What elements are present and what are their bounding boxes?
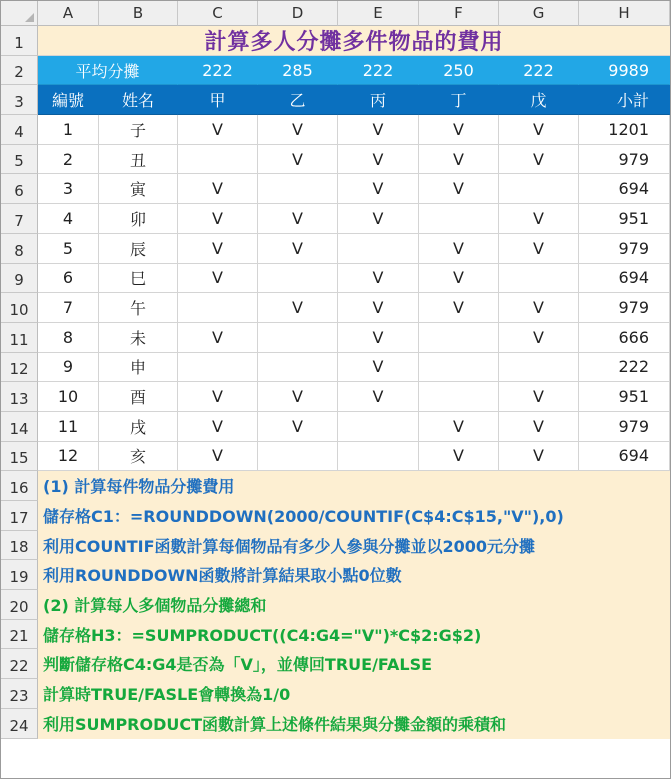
note-cell[interactable]: 利用COUNTIF函數計算每個物品有多少人參與分攤並以2000元分攤 xyxy=(38,531,670,561)
row-header-12[interactable]: 12 xyxy=(1,353,38,383)
row-header-22[interactable]: 22 xyxy=(1,649,38,679)
header-cell[interactable]: 小計 xyxy=(579,85,670,115)
mark-cell[interactable] xyxy=(419,204,499,234)
id-cell[interactable]: 11 xyxy=(38,412,99,442)
mark-cell[interactable] xyxy=(419,323,499,353)
subtotal-cell[interactable]: 222 xyxy=(579,353,670,383)
mark-cell[interactable]: V xyxy=(178,323,258,353)
row-header-21[interactable]: 21 xyxy=(1,620,38,650)
mark-cell[interactable]: V xyxy=(178,264,258,294)
mark-cell[interactable]: V xyxy=(338,323,419,353)
name-cell[interactable]: 申 xyxy=(99,353,178,383)
mark-cell[interactable]: V xyxy=(258,115,338,145)
mark-cell[interactable]: V xyxy=(258,145,338,175)
header-cell[interactable]: 丁 xyxy=(419,85,499,115)
id-cell[interactable]: 1 xyxy=(38,115,99,145)
mark-cell[interactable]: V xyxy=(499,115,579,145)
note-cell[interactable]: 儲存格H3：=SUMPRODUCT((C4:G4="V")*C$2:G$2) xyxy=(38,620,670,650)
row-header-19[interactable]: 19 xyxy=(1,560,38,590)
subtotal-cell[interactable]: 694 xyxy=(579,264,670,294)
mark-cell[interactable]: V xyxy=(499,323,579,353)
name-cell[interactable]: 酉 xyxy=(99,382,178,412)
row-header-2[interactable]: 2 xyxy=(1,56,38,86)
name-cell[interactable]: 未 xyxy=(99,323,178,353)
mark-cell[interactable] xyxy=(258,442,338,472)
note-cell[interactable]: (2) 計算每人多個物品分攤總和 xyxy=(38,590,670,620)
name-cell[interactable]: 亥 xyxy=(99,442,178,472)
mark-cell[interactable]: V xyxy=(258,412,338,442)
subtotal-cell[interactable]: 979 xyxy=(579,234,670,264)
id-cell[interactable]: 7 xyxy=(38,293,99,323)
note-cell[interactable]: (1) 計算每件物品分攤費用 xyxy=(38,471,670,501)
mark-cell[interactable] xyxy=(499,353,579,383)
mark-cell[interactable] xyxy=(499,174,579,204)
column-header-e[interactable]: E xyxy=(338,1,419,26)
mark-cell[interactable]: V xyxy=(419,115,499,145)
name-cell[interactable]: 巳 xyxy=(99,264,178,294)
subtotal-cell[interactable]: 979 xyxy=(579,145,670,175)
mark-cell[interactable]: V xyxy=(419,412,499,442)
mark-cell[interactable]: V xyxy=(258,204,338,234)
id-cell[interactable]: 10 xyxy=(38,382,99,412)
mark-cell[interactable]: V xyxy=(338,293,419,323)
subtotal-cell[interactable]: 694 xyxy=(579,174,670,204)
mark-cell[interactable] xyxy=(258,323,338,353)
mark-cell[interactable] xyxy=(419,353,499,383)
subtotal-cell[interactable]: 951 xyxy=(579,382,670,412)
mark-cell[interactable]: V xyxy=(499,382,579,412)
mark-cell[interactable]: V xyxy=(178,234,258,264)
mark-cell[interactable]: V xyxy=(419,145,499,175)
row-header-16[interactable]: 16 xyxy=(1,471,38,501)
select-all-corner[interactable] xyxy=(1,1,38,26)
mark-cell[interactable] xyxy=(338,442,419,472)
row-header-17[interactable]: 17 xyxy=(1,501,38,531)
mark-cell[interactable]: V xyxy=(419,264,499,294)
mark-cell[interactable]: V xyxy=(499,293,579,323)
mark-cell[interactable]: V xyxy=(338,353,419,383)
id-cell[interactable]: 2 xyxy=(38,145,99,175)
header-cell[interactable]: 丙 xyxy=(338,85,419,115)
row-header-18[interactable]: 18 xyxy=(1,531,38,561)
row-header-11[interactable]: 11 xyxy=(1,323,38,353)
mark-cell[interactable]: V xyxy=(178,382,258,412)
name-cell[interactable]: 卯 xyxy=(99,204,178,234)
name-cell[interactable]: 寅 xyxy=(99,174,178,204)
row-header-20[interactable]: 20 xyxy=(1,590,38,620)
average-value-cell[interactable]: 285 xyxy=(258,56,338,86)
header-cell[interactable]: 戊 xyxy=(499,85,579,115)
column-header-a[interactable]: A xyxy=(38,1,99,26)
subtotal-cell[interactable]: 694 xyxy=(579,442,670,472)
mark-cell[interactable] xyxy=(338,234,419,264)
row-header-15[interactable]: 15 xyxy=(1,442,38,472)
column-header-g[interactable]: G xyxy=(499,1,579,26)
spreadsheet-grid xyxy=(1,1,670,739)
mark-cell[interactable]: V xyxy=(178,174,258,204)
column-header-c[interactable]: C xyxy=(178,1,258,26)
id-cell[interactable]: 8 xyxy=(38,323,99,353)
mark-cell[interactable]: V xyxy=(258,382,338,412)
mark-cell[interactable] xyxy=(419,382,499,412)
name-cell[interactable]: 午 xyxy=(99,293,178,323)
average-value-cell[interactable]: 222 xyxy=(338,56,419,86)
mark-cell[interactable] xyxy=(338,412,419,442)
mark-cell[interactable] xyxy=(178,353,258,383)
id-cell[interactable]: 6 xyxy=(38,264,99,294)
mark-cell[interactable]: V xyxy=(258,234,338,264)
row-header-6[interactable]: 6 xyxy=(1,174,38,204)
column-header-f[interactable]: F xyxy=(419,1,499,26)
average-value-cell[interactable]: 250 xyxy=(419,56,499,86)
mark-cell[interactable]: V xyxy=(419,234,499,264)
name-cell[interactable]: 子 xyxy=(99,115,178,145)
row-header-10[interactable]: 10 xyxy=(1,293,38,323)
column-header-b[interactable]: B xyxy=(99,1,178,26)
mark-cell[interactable] xyxy=(178,293,258,323)
note-cell[interactable]: 判斷儲存格C4:G4是否為「V」，並傳回TRUE/FALSE xyxy=(38,649,670,679)
mark-cell[interactable]: V xyxy=(419,174,499,204)
note-cell[interactable]: 利用SUMPRODUCT函數計算上述條件結果與分攤金額的乘積和 xyxy=(38,709,670,739)
mark-cell[interactable] xyxy=(258,174,338,204)
row-header-23[interactable]: 23 xyxy=(1,679,38,709)
mark-cell[interactable]: V xyxy=(338,115,419,145)
row-header-7[interactable]: 7 xyxy=(1,204,38,234)
mark-cell[interactable]: V xyxy=(499,412,579,442)
header-cell[interactable]: 編號 xyxy=(38,85,99,115)
mark-cell[interactable]: V xyxy=(338,174,419,204)
row-header-5[interactable]: 5 xyxy=(1,145,38,175)
note-cell[interactable]: 計算時TRUE/FASLE會轉換為1/0 xyxy=(38,679,670,709)
header-cell[interactable]: 甲 xyxy=(178,85,258,115)
mark-cell[interactable]: V xyxy=(258,293,338,323)
mark-cell[interactable] xyxy=(258,353,338,383)
mark-cell[interactable]: V xyxy=(338,264,419,294)
mark-cell[interactable]: V xyxy=(178,204,258,234)
mark-cell[interactable]: V xyxy=(499,442,579,472)
header-cell[interactable]: 乙 xyxy=(258,85,338,115)
mark-cell[interactable]: V xyxy=(499,145,579,175)
row-header-4[interactable]: 4 xyxy=(1,115,38,145)
subtotal-cell[interactable]: 951 xyxy=(579,204,670,234)
sheet-title[interactable]: 計算多人分攤多件物品的費用 xyxy=(38,26,670,56)
name-cell[interactable]: 丑 xyxy=(99,145,178,175)
average-value-cell[interactable]: 222 xyxy=(178,56,258,86)
mark-cell[interactable] xyxy=(178,145,258,175)
subtotal-cell[interactable]: 979 xyxy=(579,293,670,323)
mark-cell[interactable]: V xyxy=(178,442,258,472)
id-cell[interactable]: 12 xyxy=(38,442,99,472)
mark-cell[interactable]: V xyxy=(499,204,579,234)
mark-cell[interactable]: V xyxy=(338,145,419,175)
column-header-d[interactable]: D xyxy=(258,1,338,26)
id-cell[interactable]: 4 xyxy=(38,204,99,234)
average-value-cell[interactable]: 222 xyxy=(499,56,579,86)
row-header-14[interactable]: 14 xyxy=(1,412,38,442)
mark-cell[interactable]: V xyxy=(178,412,258,442)
note-cell[interactable]: 利用ROUNDDOWN函數將計算結果取小點0位數 xyxy=(38,560,670,590)
id-cell[interactable]: 3 xyxy=(38,174,99,204)
average-value-cell[interactable]: 9989 xyxy=(579,56,670,86)
row-header-1[interactable]: 1 xyxy=(1,26,38,56)
mark-cell[interactable] xyxy=(499,264,579,294)
id-cell[interactable]: 9 xyxy=(38,353,99,383)
mark-cell[interactable]: V xyxy=(338,204,419,234)
column-header-h[interactable]: H xyxy=(579,1,670,26)
mark-cell[interactable]: V xyxy=(338,382,419,412)
row-header-3[interactable]: 3 xyxy=(1,85,38,115)
name-cell[interactable]: 戌 xyxy=(99,412,178,442)
name-cell[interactable]: 辰 xyxy=(99,234,178,264)
header-cell[interactable]: 姓名 xyxy=(99,85,178,115)
subtotal-cell[interactable]: 666 xyxy=(579,323,670,353)
average-label-cell[interactable]: 平均分攤 xyxy=(38,56,178,86)
mark-cell[interactable]: V xyxy=(419,442,499,472)
mark-cell[interactable] xyxy=(258,264,338,294)
mark-cell[interactable]: V xyxy=(178,115,258,145)
row-header-8[interactable]: 8 xyxy=(1,234,38,264)
row-header-24[interactable]: 24 xyxy=(1,709,38,739)
note-cell[interactable]: 儲存格C1：=ROUNDDOWN(2000/COUNTIF(C$4:C$15,"V"),0) xyxy=(38,501,670,531)
id-cell[interactable]: 5 xyxy=(38,234,99,264)
mark-cell[interactable]: V xyxy=(499,234,579,264)
row-header-13[interactable]: 13 xyxy=(1,382,38,412)
subtotal-cell[interactable]: 1201 xyxy=(579,115,670,145)
subtotal-cell[interactable]: 979 xyxy=(579,412,670,442)
mark-cell[interactable]: V xyxy=(419,293,499,323)
row-header-9[interactable]: 9 xyxy=(1,264,38,294)
